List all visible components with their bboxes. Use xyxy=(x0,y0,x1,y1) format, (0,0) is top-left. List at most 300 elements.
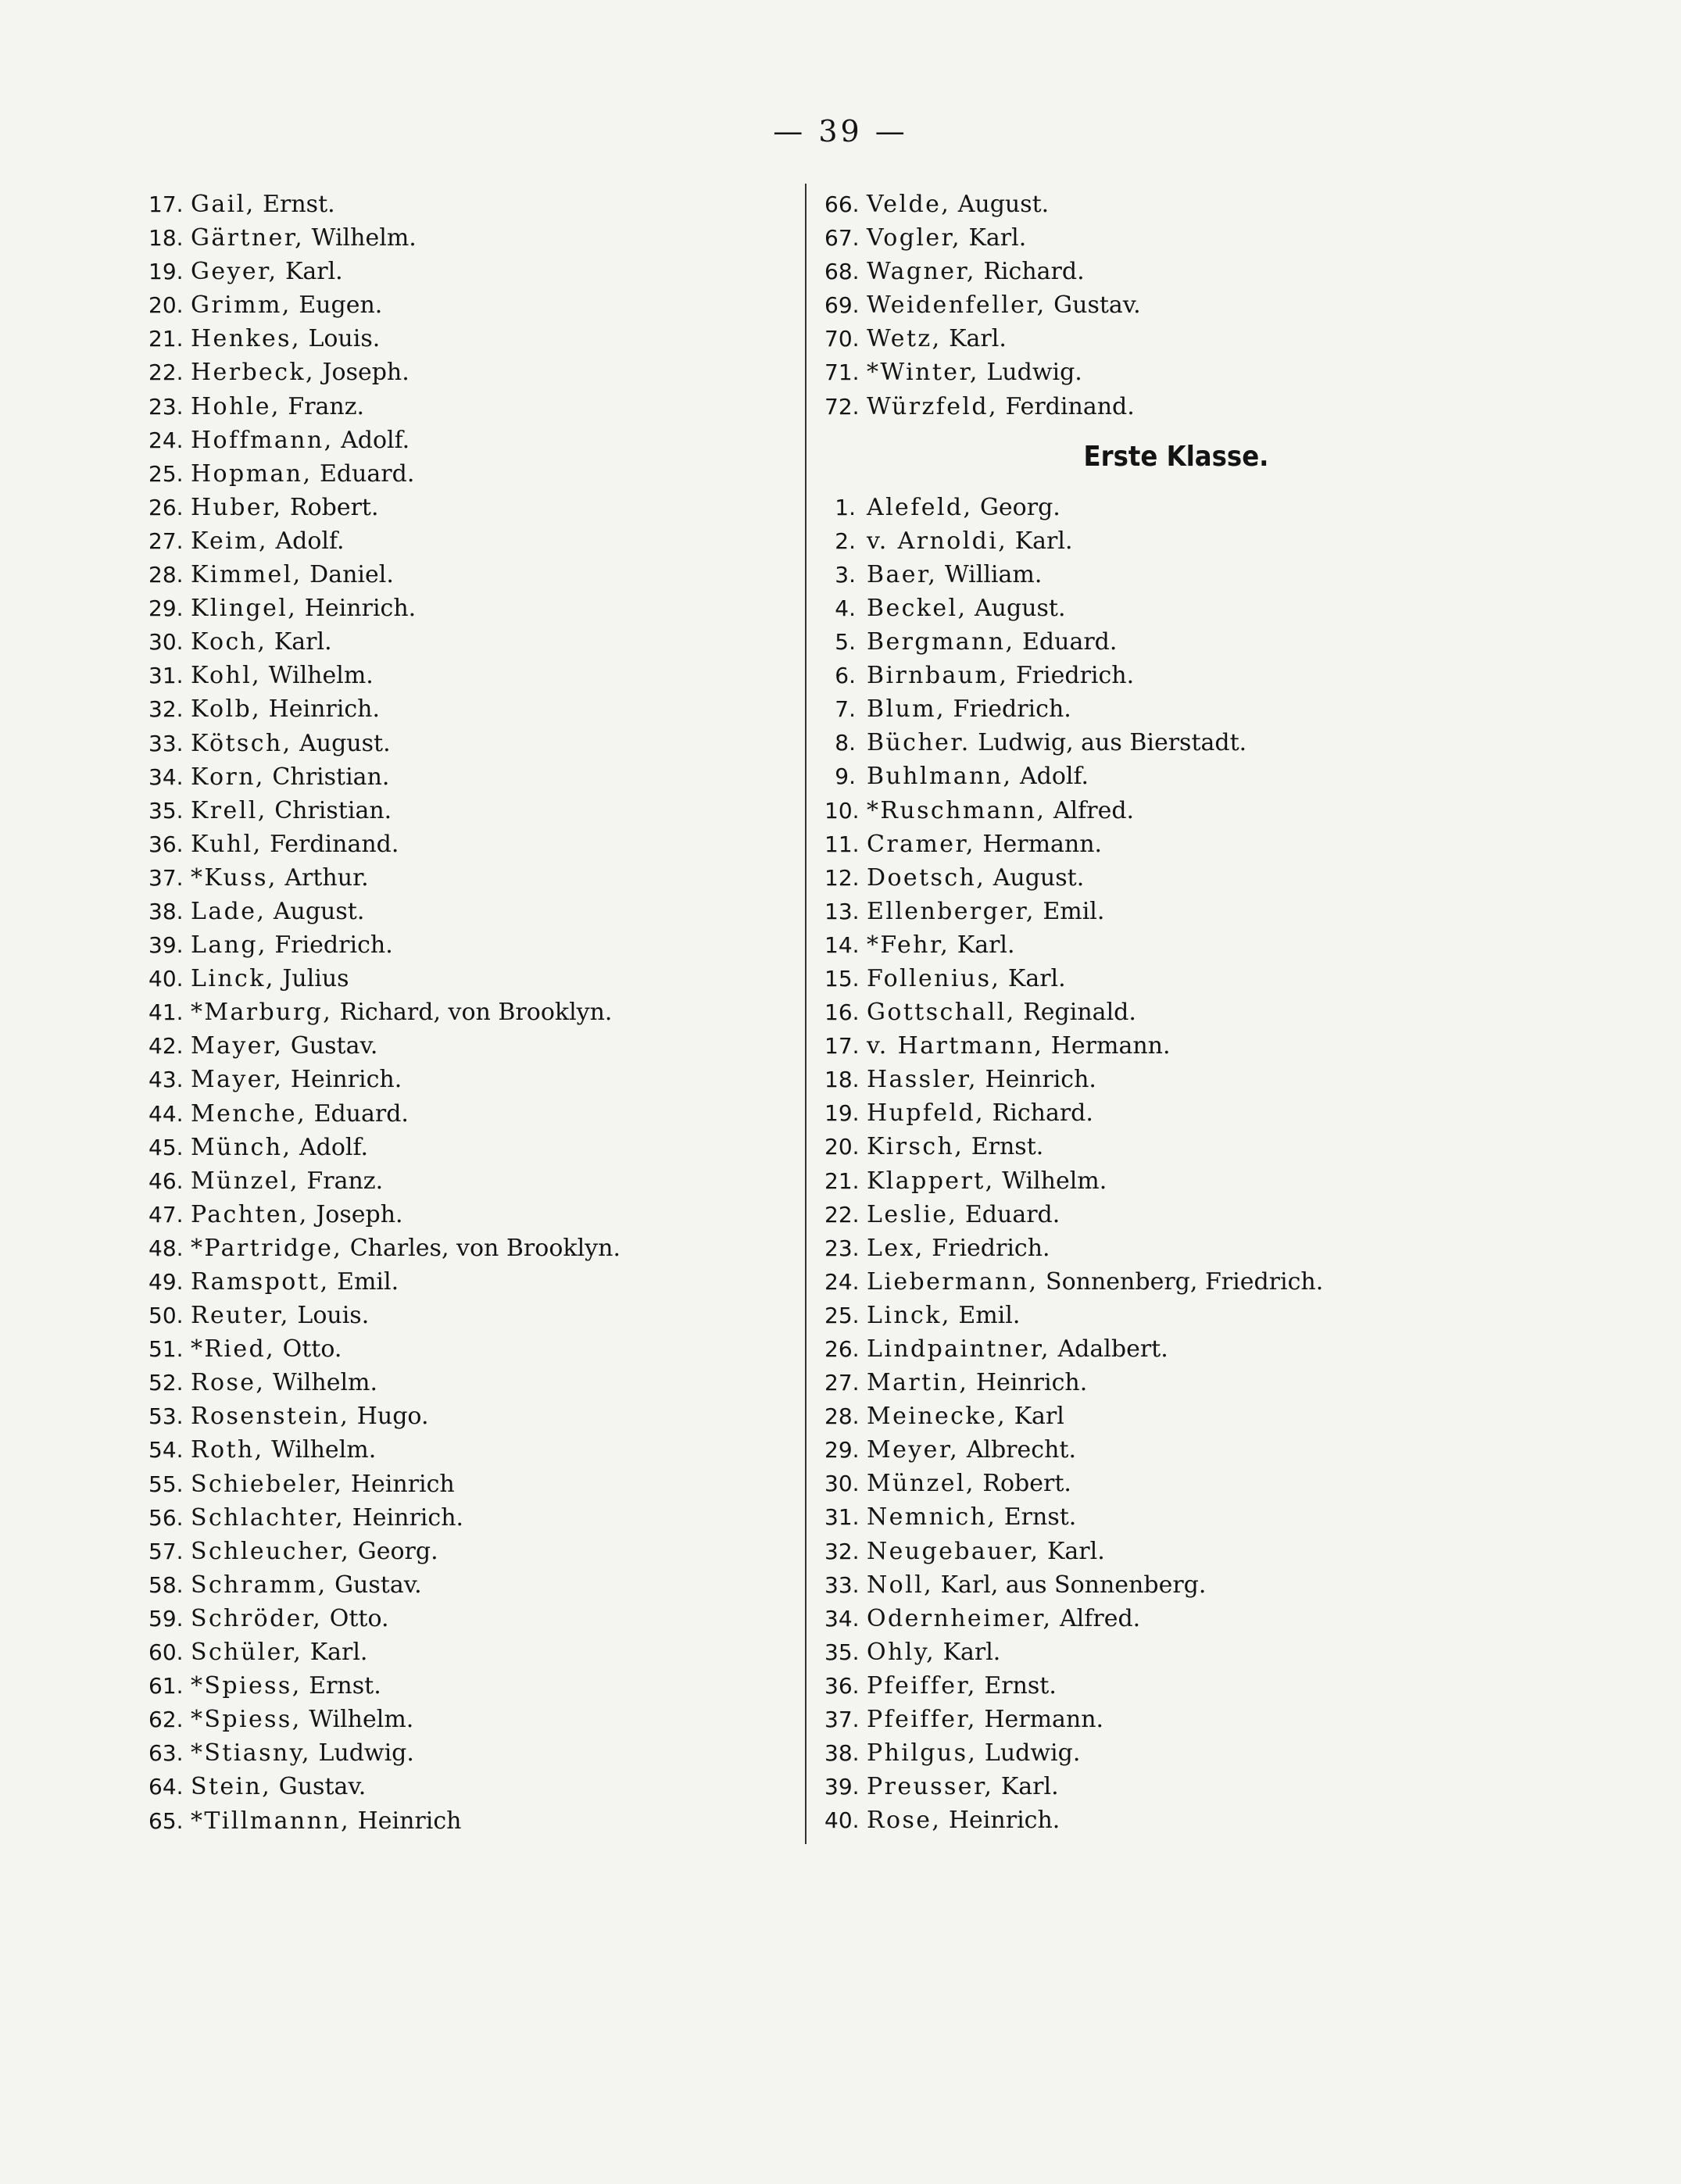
entry-number: 58. xyxy=(148,1571,184,1598)
list-item xyxy=(148,1703,797,1736)
entry-given-name: Gustav. xyxy=(290,1032,378,1060)
section-title: Erste Klasse. xyxy=(1083,440,1269,473)
entry-surname: Gail, xyxy=(191,191,256,218)
entry-number: 5. xyxy=(835,629,856,656)
entry-number: 3. xyxy=(835,561,856,588)
entry-surname: Rosenstein, xyxy=(191,1403,350,1431)
entry-surname: Lex, xyxy=(867,1234,925,1262)
entry-surname: Baer, xyxy=(867,560,938,588)
list-item xyxy=(824,356,1528,389)
entry-surname: Münzel, xyxy=(867,1470,975,1498)
list-item xyxy=(824,861,1528,895)
list-item xyxy=(148,1029,797,1063)
entry-number: 26. xyxy=(148,494,184,520)
list-item xyxy=(824,1130,1528,1163)
entry-given-name: August. xyxy=(299,729,391,757)
entry-number: 8. xyxy=(835,730,856,756)
entry-number: 64. xyxy=(148,1774,184,1800)
entry-number: 1. xyxy=(835,494,856,520)
list-item xyxy=(824,1164,1528,1198)
entry-given-name: Ludwig. xyxy=(984,1739,1081,1768)
entry-surname: Ohly, xyxy=(867,1638,936,1666)
entry-surname: Pfeiffer, xyxy=(867,1706,977,1734)
list-item xyxy=(824,962,1528,995)
entry-given-name: Joseph. xyxy=(322,359,410,387)
entry-number: 20. xyxy=(824,1134,860,1160)
entry-given-name: Karl. xyxy=(274,628,332,656)
entry-surname: Geyer, xyxy=(191,258,278,286)
entry-number: 28. xyxy=(824,1403,860,1430)
entry-given-name: Ludwig. xyxy=(318,1739,414,1768)
entry-surname: *Marburg, xyxy=(191,999,333,1027)
entry-surname: Kohl, xyxy=(191,662,262,690)
entry-surname: Wetz, xyxy=(867,325,942,353)
entry-surname: Lang, xyxy=(191,931,267,960)
entry-given-name: Louis. xyxy=(308,325,381,353)
entry-given-name: Emil. xyxy=(337,1268,399,1296)
entry-surname: Hassler, xyxy=(867,1066,978,1094)
entry-surname: *Ruschmann, xyxy=(867,796,1046,824)
list-item xyxy=(148,491,797,524)
entry-given-name: Heinrich. xyxy=(975,1369,1088,1397)
list-item xyxy=(148,895,797,928)
entry-given-name: Franz. xyxy=(306,1167,384,1195)
entry-given-name: Friedrich. xyxy=(1015,662,1135,690)
list-item xyxy=(148,1602,797,1635)
list-item xyxy=(148,861,797,895)
entry-surname: Beckel, xyxy=(867,594,967,622)
list-item xyxy=(148,928,797,962)
entry-surname: Odernheimer, xyxy=(867,1604,1053,1632)
entry-surname: Hohle, xyxy=(191,392,281,420)
entry-given-name: Wilhelm. xyxy=(272,1369,378,1397)
list-item xyxy=(824,491,1528,524)
list-item xyxy=(148,356,797,389)
list-item xyxy=(148,288,797,322)
entry-given-name: Emil. xyxy=(958,1301,1021,1329)
entry-surname: *Spiess, xyxy=(191,1672,302,1700)
entry-surname: Huber, xyxy=(191,493,283,521)
entry-surname: Schramm, xyxy=(191,1571,327,1599)
entry-given-name: Christian. xyxy=(274,796,392,824)
entry-number: 30. xyxy=(824,1471,860,1497)
entry-given-name: Arthur. xyxy=(284,863,369,892)
entry-number: 24. xyxy=(148,427,184,453)
entry-number: 10. xyxy=(824,797,860,824)
entry-surname: Pfeiffer, xyxy=(867,1671,977,1700)
list-item xyxy=(824,625,1528,659)
entry-surname: Linck, xyxy=(867,1301,951,1329)
entry-number: 25. xyxy=(148,460,184,487)
list-item xyxy=(148,1501,797,1535)
entry-given-name: Albrecht. xyxy=(966,1436,1076,1464)
list-item xyxy=(148,1299,797,1332)
list-item xyxy=(148,995,797,1029)
entry-number: 14. xyxy=(824,931,860,958)
entry-given-name: Georg. xyxy=(979,493,1060,521)
list-item xyxy=(824,1770,1528,1803)
list-item xyxy=(148,424,797,457)
entry-given-name: Friedrich. xyxy=(953,695,1071,724)
entry-surname: Pachten, xyxy=(191,1200,309,1228)
list-item xyxy=(824,827,1528,861)
entry-number: 36. xyxy=(148,831,184,857)
entry-number: 23. xyxy=(824,1235,860,1261)
list-item xyxy=(824,1500,1528,1534)
list-item xyxy=(824,390,1528,424)
entry-surname: Ramspott, xyxy=(191,1268,330,1296)
entry-number: 32. xyxy=(148,696,184,723)
entry-surname: Schleucher, xyxy=(191,1537,351,1565)
entry-number: 27. xyxy=(824,1370,860,1396)
list-item xyxy=(824,895,1528,928)
entry-number: 18. xyxy=(148,225,184,252)
entry-number: 35. xyxy=(824,1639,860,1665)
entry-given-name: Wilhelm. xyxy=(1002,1167,1107,1195)
list-item xyxy=(148,1535,797,1568)
list-item xyxy=(824,558,1528,592)
entry-surname: Lindpaintner, xyxy=(867,1335,1050,1363)
right-column xyxy=(824,188,1528,1837)
list-item xyxy=(148,322,797,356)
list-item xyxy=(824,760,1528,793)
list-item xyxy=(824,1703,1528,1736)
entry-number: 23. xyxy=(148,393,184,420)
entry-given-name: August. xyxy=(993,863,1085,892)
entry-number: 46. xyxy=(148,1167,184,1194)
entry-surname: *Stiasny, xyxy=(191,1739,311,1768)
list-item xyxy=(824,1096,1528,1130)
entry-number: 36. xyxy=(824,1672,860,1699)
entry-given-name: Sonnenberg, Friedrich. xyxy=(1046,1267,1324,1296)
entry-surname: *Fehr, xyxy=(867,931,950,959)
entry-surname: Würzfeld, xyxy=(867,392,998,420)
entry-given-name: Wilhelm. xyxy=(311,224,417,252)
list-item xyxy=(824,928,1528,962)
entry-given-name: Julius xyxy=(282,965,349,993)
entry-given-name: Friedrich. xyxy=(932,1234,1050,1262)
entry-surname: Meinecke, xyxy=(867,1403,1007,1431)
entry-surname: Hupfeld, xyxy=(867,1099,985,1128)
entry-number: 69. xyxy=(824,292,860,319)
list-item xyxy=(148,1097,797,1131)
entry-given-name: Karl xyxy=(1014,1403,1064,1431)
entry-number: 53. xyxy=(148,1403,184,1430)
entry-given-name: Karl. xyxy=(949,325,1007,353)
entry-number: 20. xyxy=(148,292,184,319)
entry-number: 30. xyxy=(148,629,184,656)
entry-surname: Meyer, xyxy=(867,1436,960,1464)
list-item xyxy=(824,1198,1528,1231)
list-item xyxy=(148,1467,797,1501)
entry-given-name: Richard, von Brooklyn. xyxy=(339,999,613,1027)
entry-surname: Kimmel, xyxy=(191,561,302,589)
entry-number: 67. xyxy=(824,225,860,252)
entry-number: 22. xyxy=(824,1201,860,1228)
entry-given-name: Adolf. xyxy=(299,1133,369,1161)
entry-number: 21. xyxy=(824,1167,860,1194)
entry-given-name: William. xyxy=(944,560,1043,588)
entry-surname: Krell, xyxy=(191,796,267,824)
list-item xyxy=(824,1467,1528,1500)
list-item xyxy=(824,1366,1528,1399)
list-item xyxy=(824,659,1528,692)
list-item xyxy=(148,659,797,692)
list-item xyxy=(824,524,1528,558)
entry-given-name: August. xyxy=(957,191,1050,218)
list-item xyxy=(148,390,797,424)
entry-given-name: Hermann. xyxy=(984,1706,1104,1734)
entry-given-name: Ernst. xyxy=(1003,1503,1077,1532)
entry-given-name: Hugo. xyxy=(356,1403,429,1431)
entry-number: 50. xyxy=(148,1303,184,1329)
entry-surname: *Spiess, xyxy=(191,1706,302,1734)
entry-given-name: Eugen. xyxy=(299,291,383,320)
list-item xyxy=(824,1669,1528,1703)
entry-surname: Münch, xyxy=(191,1133,292,1161)
entry-surname: Philgus, xyxy=(867,1739,978,1768)
entry-given-name: Robert. xyxy=(289,493,379,521)
list-item xyxy=(148,625,797,659)
entry-number: 38. xyxy=(148,898,184,924)
list-item xyxy=(824,1029,1528,1063)
entry-given-name: Christian. xyxy=(272,763,390,791)
entry-number: 22. xyxy=(148,359,184,386)
entry-surname: *Winter, xyxy=(867,359,979,387)
list-item xyxy=(148,592,797,625)
list-item xyxy=(148,1669,797,1703)
entry-number: 52. xyxy=(148,1370,184,1396)
list-item xyxy=(824,1568,1528,1602)
entry-number: 71. xyxy=(824,359,860,386)
left-column xyxy=(148,188,797,1838)
entry-given-name: Charles, von Brooklyn. xyxy=(349,1234,621,1262)
list-item xyxy=(824,1803,1528,1837)
entry-given-name: Ludwig, aus Bierstadt. xyxy=(978,729,1247,757)
list-item xyxy=(148,457,797,491)
list-item xyxy=(148,188,797,221)
entry-number: 37. xyxy=(824,1707,860,1733)
right-column-top-list xyxy=(824,188,1528,424)
list-item xyxy=(824,995,1528,1029)
entry-surname: Lade, xyxy=(191,897,266,925)
entry-surname: Gottschall, xyxy=(867,999,1016,1027)
entry-given-name: Karl. xyxy=(957,931,1015,959)
entry-surname: Schröder, xyxy=(191,1604,323,1632)
entry-given-name: Richard. xyxy=(983,258,1085,286)
entry-given-name: Hermann. xyxy=(1050,1032,1171,1060)
entry-given-name: Alfred. xyxy=(1060,1604,1141,1632)
entry-given-name: Karl. xyxy=(1014,527,1073,555)
entry-number: 17. xyxy=(824,1033,860,1060)
entry-surname: Birnbaum, xyxy=(867,662,1009,690)
entry-given-name: Heinrich. xyxy=(290,1066,402,1094)
entry-number: 39. xyxy=(824,1774,860,1800)
entry-surname: Ellenberger, xyxy=(867,897,1035,925)
entry-number: 34. xyxy=(824,1605,860,1632)
list-item xyxy=(148,1164,797,1198)
entry-number: 40. xyxy=(148,966,184,992)
list-item xyxy=(824,1433,1528,1467)
entry-given-name: Karl. xyxy=(1046,1537,1105,1565)
entry-number: 54. xyxy=(148,1437,184,1464)
list-item xyxy=(148,1265,797,1299)
list-item xyxy=(824,221,1528,255)
entry-surname: Menche, xyxy=(191,1099,307,1128)
entry-given-name: Louis. xyxy=(297,1302,370,1330)
entry-given-name: Richard. xyxy=(992,1099,1093,1128)
entry-surname: Buhlmann, xyxy=(867,763,1013,791)
entry-surname: Klingel, xyxy=(191,595,298,623)
entry-number: 43. xyxy=(148,1067,184,1093)
entry-number: 55. xyxy=(148,1471,184,1497)
entry-number: 21. xyxy=(148,326,184,352)
list-item xyxy=(824,1399,1528,1433)
entry-surname: Kirsch, xyxy=(867,1133,964,1161)
entry-surname: Noll, xyxy=(867,1571,934,1599)
entry-number: 59. xyxy=(148,1605,184,1632)
entry-surname: Wagner, xyxy=(867,258,976,286)
list-item xyxy=(824,1299,1528,1332)
entry-surname: Rose, xyxy=(191,1369,266,1397)
entry-number: 17. xyxy=(148,191,184,217)
entry-given-name: Eduard. xyxy=(964,1200,1060,1228)
list-item xyxy=(148,1399,797,1433)
entry-given-name: Wilhelm. xyxy=(268,662,374,690)
list-item xyxy=(824,692,1528,726)
entry-given-name: Wilhelm. xyxy=(309,1706,414,1734)
entry-given-name: Ferdinand. xyxy=(270,830,399,858)
entry-given-name: Karl. xyxy=(968,224,1027,252)
entry-number: 16. xyxy=(824,999,860,1026)
list-item xyxy=(148,1063,797,1096)
entry-surname: Henkes, xyxy=(191,325,301,353)
entry-number: 33. xyxy=(148,730,184,756)
list-item xyxy=(148,760,797,794)
list-item xyxy=(824,1602,1528,1635)
entry-surname: Schüler, xyxy=(191,1639,303,1667)
entry-number: 49. xyxy=(148,1269,184,1295)
entry-given-name: Franz. xyxy=(288,392,365,420)
entry-surname: Bücher. xyxy=(867,729,971,757)
entry-number: 31. xyxy=(148,663,184,689)
list-item xyxy=(148,962,797,995)
entry-surname: *Kuss, xyxy=(191,863,277,892)
column-divider xyxy=(805,184,807,1844)
entry-number: 32. xyxy=(824,1538,860,1564)
entry-given-name: Gustav. xyxy=(334,1571,422,1599)
entry-surname: Schiebeler, xyxy=(191,1470,344,1498)
list-item xyxy=(148,1804,797,1838)
entry-number: 34. xyxy=(148,763,184,790)
entry-surname: Mayer, xyxy=(191,1032,284,1060)
entry-surname: Cramer, xyxy=(867,830,975,858)
list-item xyxy=(148,1433,797,1467)
entry-surname: Nemnich, xyxy=(867,1503,997,1532)
entry-given-name: Georg. xyxy=(357,1537,438,1565)
entry-given-name: Otto. xyxy=(329,1604,389,1632)
entry-surname: Rose, xyxy=(867,1807,942,1835)
entry-number: 26. xyxy=(824,1336,860,1362)
entry-surname: Gärtner, xyxy=(191,224,305,252)
entry-number: 18. xyxy=(824,1067,860,1093)
entry-surname: Velde, xyxy=(867,191,951,218)
list-item xyxy=(824,1332,1528,1366)
entry-surname: Blum, xyxy=(867,695,946,724)
entry-number: 9. xyxy=(835,763,856,790)
entry-given-name: Eduard. xyxy=(1022,628,1118,656)
entry-given-name: Ernst. xyxy=(309,1672,381,1700)
entry-number: 4. xyxy=(835,595,856,621)
entry-given-name: August. xyxy=(975,594,1066,622)
entry-number: 31. xyxy=(824,1504,860,1531)
list-item xyxy=(824,288,1528,322)
list-item xyxy=(148,1131,797,1164)
list-item xyxy=(824,726,1528,760)
entry-number: 56. xyxy=(148,1504,184,1531)
entry-surname: Preusser, xyxy=(867,1773,994,1801)
list-item xyxy=(824,188,1528,221)
list-item xyxy=(148,727,797,760)
list-item xyxy=(148,827,797,861)
entry-given-name: Heinrich. xyxy=(304,595,417,623)
list-item xyxy=(148,1736,797,1770)
entry-given-name: Wilhelm. xyxy=(271,1436,377,1464)
entry-surname: *Tillmannn, xyxy=(191,1807,351,1835)
entry-given-name: Eduard. xyxy=(313,1099,409,1128)
entry-number: 29. xyxy=(148,595,184,622)
entry-given-name: Adolf. xyxy=(275,527,345,555)
entry-number: 12. xyxy=(824,864,860,891)
entry-number: 68. xyxy=(824,259,860,285)
entry-surname: Alefeld, xyxy=(867,493,973,521)
entry-surname: Doetsch, xyxy=(867,863,986,892)
entry-number: 2. xyxy=(835,527,856,554)
entry-number: 39. xyxy=(148,932,184,959)
list-item xyxy=(148,524,797,558)
entry-number: 70. xyxy=(824,326,860,352)
entry-number: 42. xyxy=(148,1033,184,1060)
entry-number: 19. xyxy=(824,1100,860,1127)
list-item xyxy=(824,592,1528,625)
entry-given-name: Emil. xyxy=(1043,897,1105,925)
list-item xyxy=(148,255,797,288)
entry-given-name: Reginald. xyxy=(1023,999,1136,1027)
entry-given-name: Karl. xyxy=(309,1639,368,1667)
entry-given-name: Ferdinand. xyxy=(1005,392,1135,420)
entry-given-name: Karl. xyxy=(1007,964,1066,992)
entry-surname: Klappert, xyxy=(867,1167,995,1195)
entry-number: 61. xyxy=(148,1673,184,1700)
entry-given-name: Joseph. xyxy=(316,1200,403,1228)
entry-surname: Martin, xyxy=(867,1369,969,1397)
entry-given-name: Ernst. xyxy=(971,1133,1044,1161)
list-item xyxy=(148,794,797,827)
entry-surname: *Ried, xyxy=(191,1335,276,1364)
entry-number: 38. xyxy=(824,1740,860,1767)
entry-number: 7. xyxy=(835,696,856,723)
list-item xyxy=(824,1535,1528,1568)
entry-given-name: Alfred. xyxy=(1053,796,1135,824)
entry-number: 41. xyxy=(148,999,184,1026)
entry-number: 44. xyxy=(148,1100,184,1127)
right-column-bottom-list xyxy=(824,491,1528,1838)
entry-surname: Grimm, xyxy=(191,291,291,320)
list-item xyxy=(824,1265,1528,1299)
entry-surname: Vogler, xyxy=(867,224,961,252)
list-item xyxy=(148,1198,797,1231)
entry-number: 45. xyxy=(148,1134,184,1160)
